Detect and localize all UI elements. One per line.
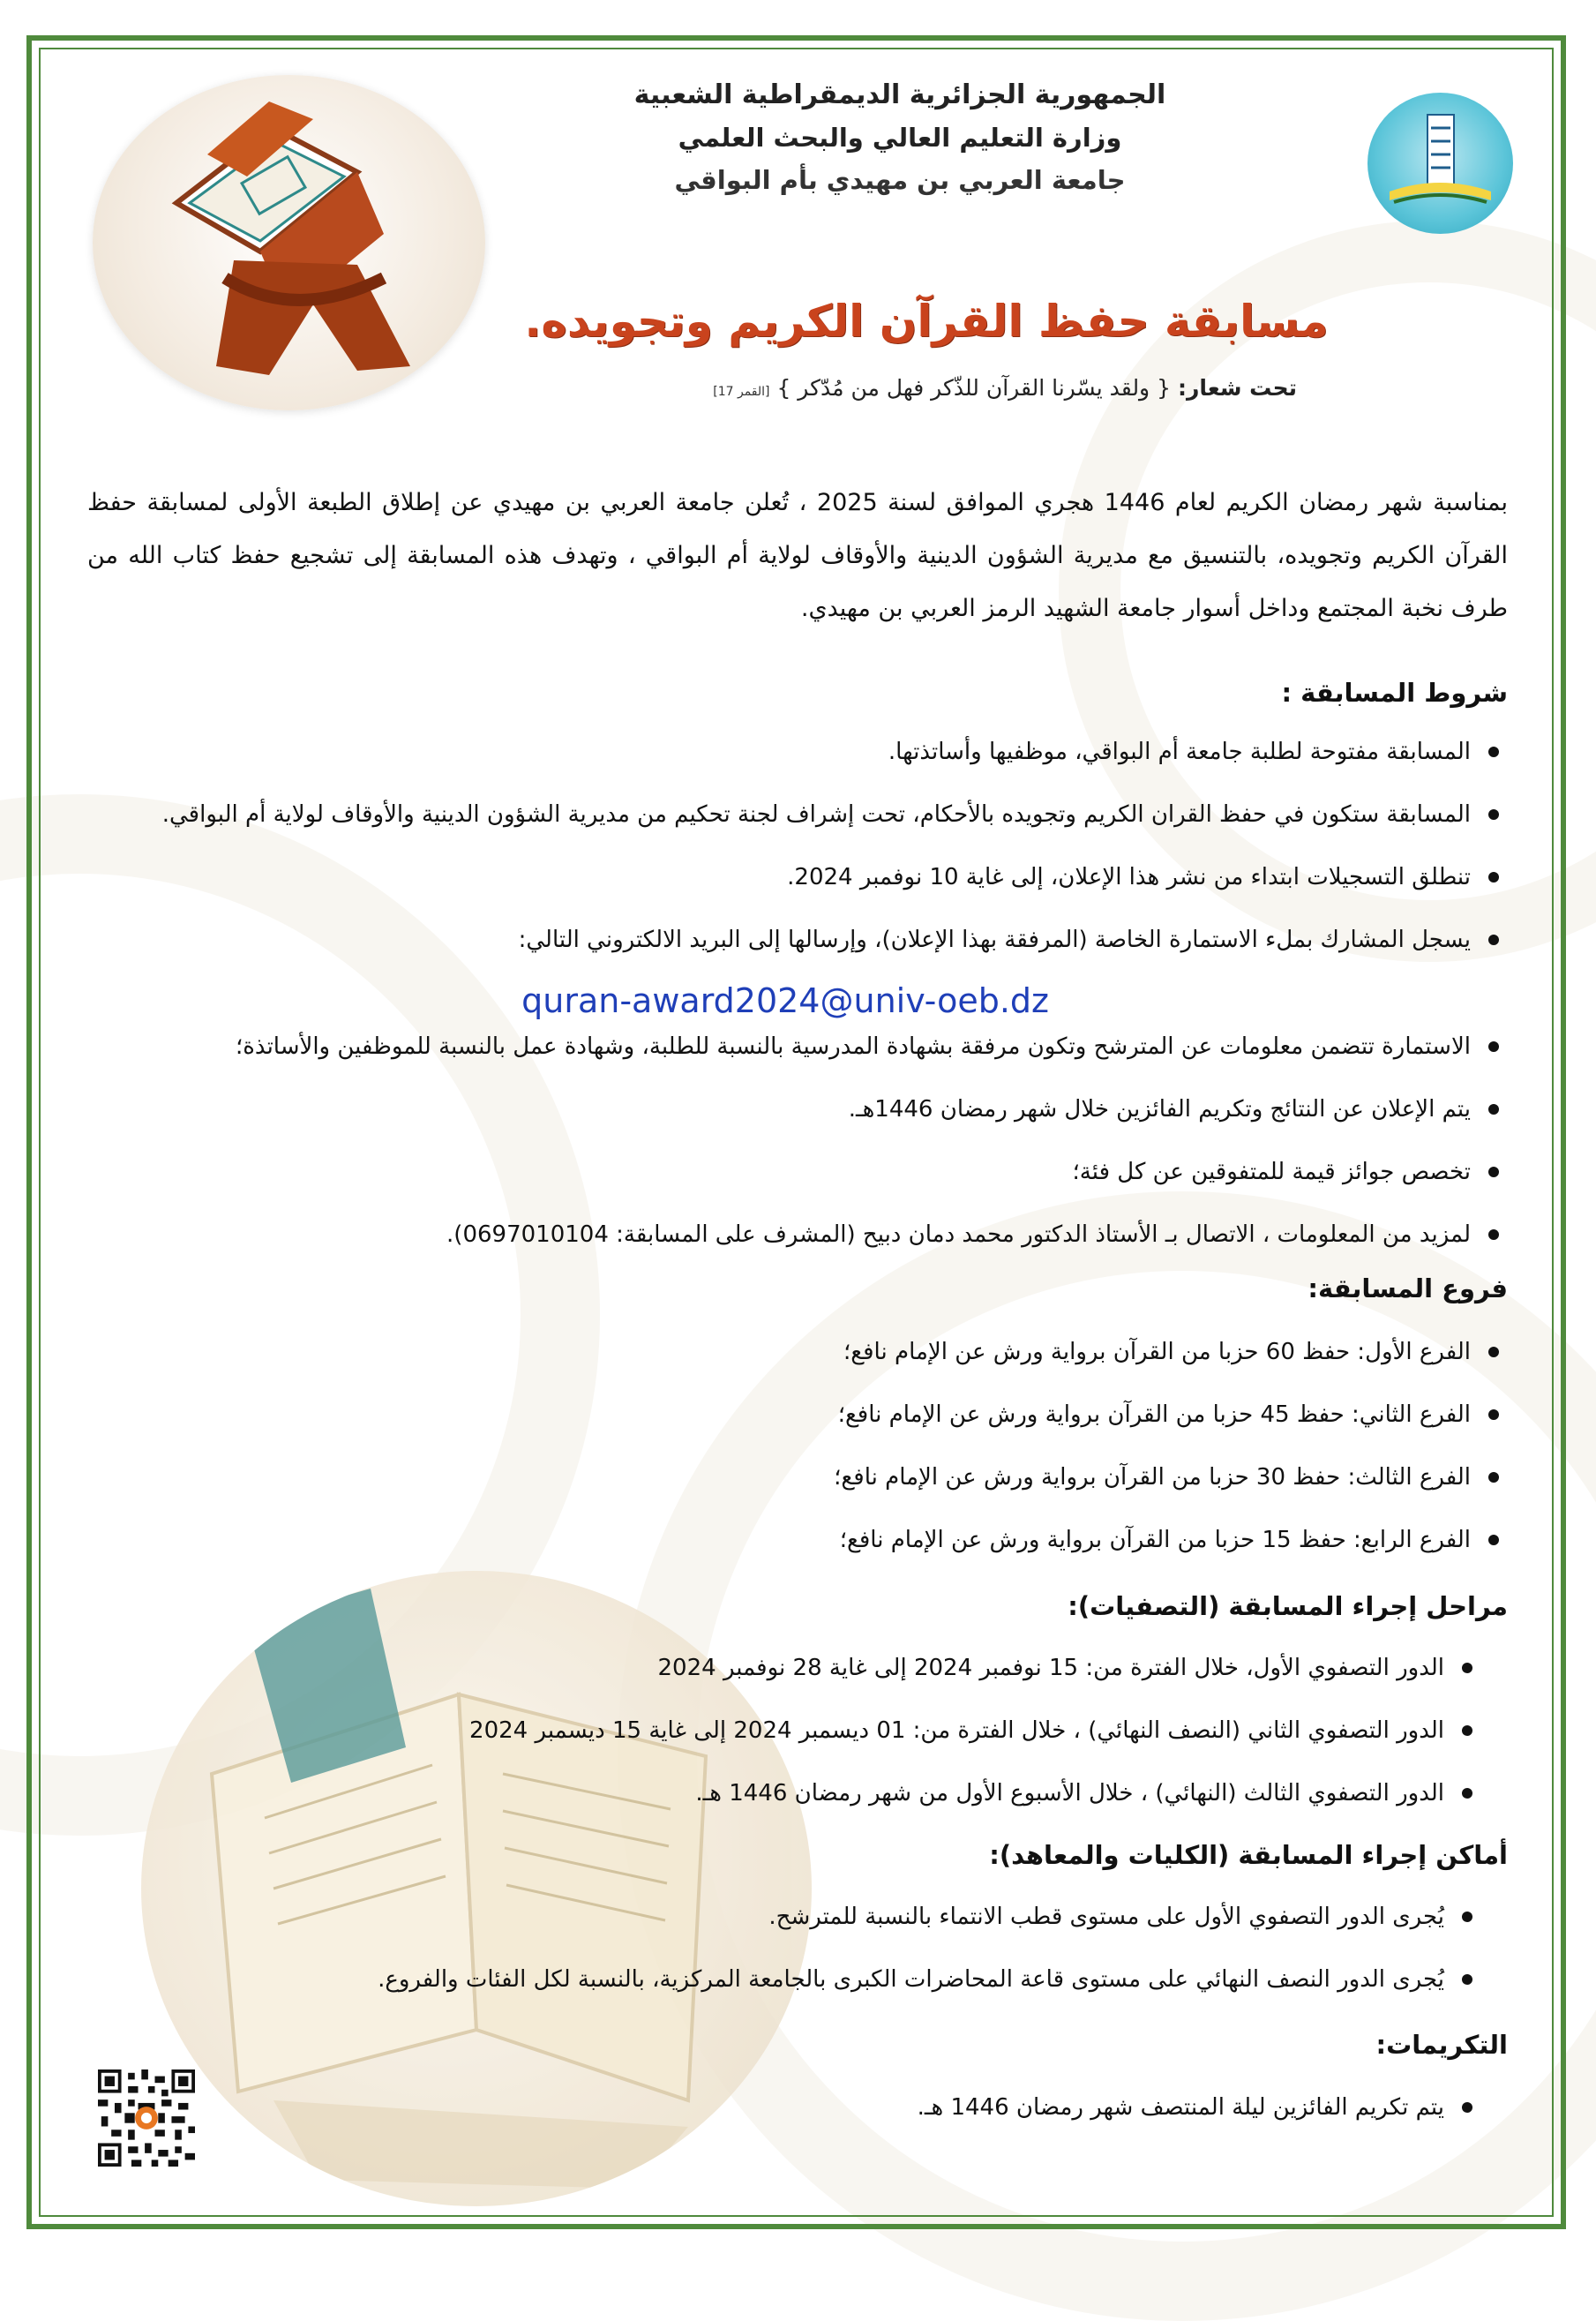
stages-title: مراحل إجراء المسابقة (التصفيات): [1068,1591,1508,1621]
branches-list [834,1331,1508,1581]
quran-stand-image [93,75,485,410]
conditions-title: شروط المسابقة : [1281,678,1508,708]
contact-email-link[interactable]: quran-award2024@univ-oeb.dz [521,981,1049,1020]
list-item: المسابقة ستكون في حفظ القران الكريم وتجويده بالأحكام، تحت إشراف لجنة تحكيم من مديرية الشؤون الدينية والأوقاف لولاية أم البواقي. [162,793,1508,856]
list-item: يسجل المشارك بملء الاستمارة الخاصة (المرفقة بهذا الإعلان)، وإرسالها إلى البريد الالكتروني التالي: [162,919,1508,981]
stages-list [469,1647,1481,1835]
honors-list [918,2086,1481,2149]
slogan-reference: [القمر 17] [713,385,770,399]
slogan-label: تحت شعار: [1177,375,1297,401]
list-item: الدور التصفوي الثالث (النهائي) ، خلال الأسبوع الأول من شهر رمضان 1446 هـ. [469,1772,1481,1835]
list-item: يُجرى الدور النصف النهائي على مستوى قاعة المحاضرات الكبرى بالجامعة المركزية، بالنسبة لكل الفئات والفروع. [378,1958,1481,2021]
venues-title: أماكن إجراء المسابقة (الكليات والمعاهد): [989,1840,1508,1870]
republic-name: الجمهورية الجزائرية الديمقراطية الشعبية [633,79,1166,110]
list-item: الدور التصفوي الأول، خلال الفترة من: 15 نوفمبر 2024 إلى غاية 28 نوفمبر 2024 [469,1647,1481,1709]
list-item: يتم تكريم الفائزين ليلة المنتصف شهر رمضان 1446 هـ. [918,2086,1481,2149]
conditions-list [162,731,1508,1276]
venues-list [378,1896,1481,2021]
page-title: مسابقة حفظ القرآن الكريم وتجويده. [524,296,1329,347]
list-item: الفرع الأول: حفظ 60 حزبا من القرآن برواية ورش عن الإمام نافع؛ [834,1331,1508,1393]
quran-stand-icon [93,75,485,410]
list-item: المسابقة مفتوحة لطلبة جامعة أم البواقي، موظفيها وأساتذتها. [162,731,1508,793]
header-block [618,79,1182,195]
list-item: تنطلق التسجيلات ابتداء من نشر هذا الإعلان، إلى غاية 10 نوفمبر 2024. [162,856,1508,919]
list-item: تخصص جوائز قيمة للمتفوقين عن كل فئة؛ [162,1151,1508,1213]
slogan [565,375,1297,401]
ministry-name: وزارة التعليم العالي والبحث العلمي [678,123,1122,153]
list-item: الاستمارة تتضمن معلومات عن المترشح وتكون مرفقة بشهادة المدرسية بالنسبة للطلبة، وشهادة عمل بالنسبة للموظفين والأساتذة؛ [162,1025,1508,1088]
list-item: لمزيد من المعلومات ، الاتصال بـ الأستاذ الدكتور محمد دمان دبيح (المشرف على المسابقة: 0697010104). [162,1213,1508,1276]
list-item: الفرع الثاني: حفظ 45 حزبا من القرآن برواية ورش عن الإمام نافع؛ [834,1393,1508,1456]
slogan-verse: { ولقد يسّرنا القرآن للذّكر فهل من مُدّكر } [776,375,1171,401]
list-item: الدور التصفوي الثاني (النصف النهائي) ، خلال الفترة من: 01 ديسمبر 2024 إلى غاية 15 ديسمبر 2024 [469,1709,1481,1772]
list-item: الفرع الثالث: حفظ 30 حزبا من القرآن برواية ورش عن الإمام نافع؛ [834,1456,1508,1519]
list-item: يُجرى الدور التصفوي الأول على مستوى قطب الانتماء بالنسبة للمترشح. [378,1896,1481,1958]
university-name: جامعة العربي بن مهيدي بأم البواقي [674,165,1126,195]
email-row [162,981,1508,1025]
intro-paragraph: بمناسبة شهر رمضان الكريم لعام 1446 هجري الموافق لسنة 2025 ، تُعلن جامعة العربي بن مهيدي عن إطلاق الطبعة الأولى لمسابقة حفظ القرآن الكريم وتجويده، بالتنسيق مع مديرية الشؤون الدينية والأوقاف لولاية أم البواقي ، وتهدف هذه المسابقة إلى تشجيع حفظ كتاب الله من طرف نخبة المجتمع وداخل أسوار جامعة الشهيد الرمز العربي بن مهيدي. [87,489,1508,622]
branches-title: فروع المسابقة: [1308,1273,1508,1303]
honors-title: التكريمات: [1375,2030,1508,2060]
qr-code[interactable] [95,2069,198,2167]
list-item: يتم الإعلان عن النتائج وتكريم الفائزين خلال شهر رمضان 1446هـ. [162,1088,1508,1151]
list-item: الفرع الرابع: حفظ 15 حزبا من القرآن برواية ورش عن الإمام نافع؛ [834,1519,1508,1581]
qr-code-icon [95,2069,198,2167]
university-logo [1367,93,1513,234]
university-building-icon [1367,93,1513,234]
